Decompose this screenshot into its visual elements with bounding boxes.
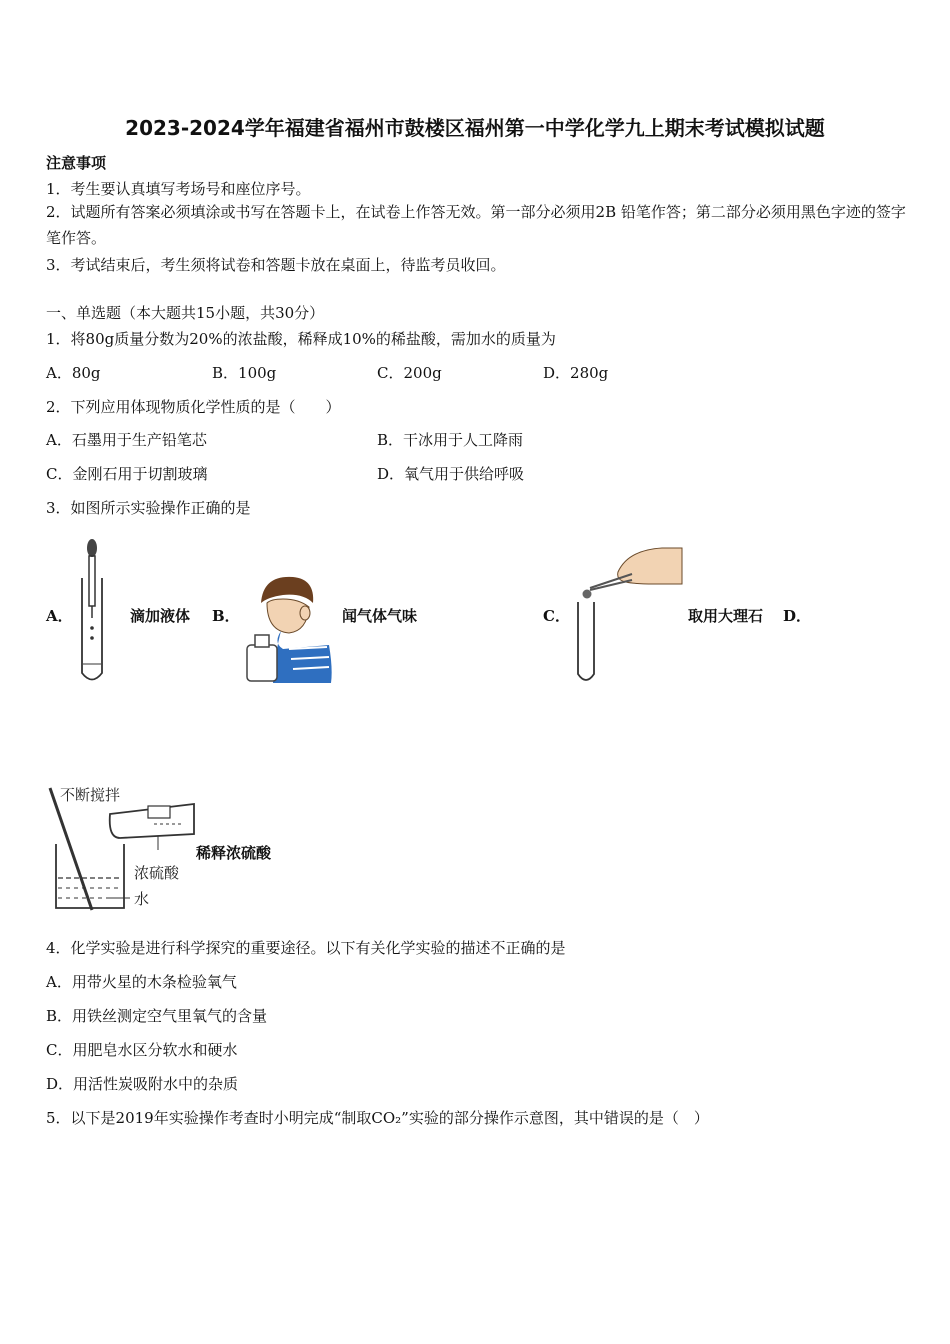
q3-label-c: C． (543, 607, 570, 625)
q4-option-c: C．用肥皂水区分软水和硬水 (46, 1041, 238, 1059)
q1-option-d: D．280g (543, 364, 609, 382)
q2-option-a: A．石墨用于生产铅笔芯 (46, 431, 207, 449)
notice-item-3: 3．考试结束后，考生须将试卷和答题卡放在桌面上，待监考员收回。 (46, 256, 506, 274)
q2-option-d: D．氧气用于供给呼吸 (377, 465, 525, 483)
notice-item-2: 2．试题所有答案必须填涂或书写在答题卡上，在试卷上作答无效。第一部分必须用2B 铅笔作答；第二部分必须用黑色字迹的签字笔作答。 (46, 203, 906, 247)
q3-caption-c: 取用大理石 (688, 607, 764, 625)
figure-label-stir: 不断搅拌 (60, 786, 121, 804)
section-heading: 一、单选题（本大题共15小题，共30分） (46, 304, 325, 322)
figure-label-acid: 浓硫酸 (134, 864, 180, 882)
q1-stem: 1．将80g质量分数为20%的浓盐酸，稀释成10%的稀盐酸，需加水的质量为 (46, 330, 556, 348)
q5-stem: 5．以下是2019年实验操作考查时小明完成“制取CO₂”实验的部分操作示意图，其中错误的是（ ） (46, 1109, 709, 1127)
q4-option-a: A．用带火星的木条检验氧气 (46, 973, 237, 991)
figure-label-water: 水 (134, 890, 150, 908)
q3-caption-d: 稀释浓硫酸 (196, 844, 272, 862)
smelling-gas-figure (243, 573, 335, 685)
q3-label-a: A． (46, 607, 73, 625)
q3-stem: 3．如图所示实验操作正确的是 (46, 499, 251, 517)
q3-caption-a: 滴加液体 (130, 607, 191, 625)
q2-option-c: C．金刚石用于切割玻璃 (46, 465, 208, 483)
q4-stem: 4．化学实验是进行科学探究的重要途径。以下有关化学实验的描述不正确的是 (46, 939, 566, 957)
page-title: 2023-2024学年福建省福州市鼓楼区福州第一中学化学九上期末考试模拟试题 (125, 116, 825, 140)
q4-option-b: B．用铁丝测定空气里氧气的含量 (46, 1007, 268, 1025)
q2-stem: 2．下列应用体现物质化学性质的是（ ） (46, 398, 341, 416)
q3-caption-b: 闻气体气味 (342, 607, 418, 625)
notice-heading: 注意事项 (46, 154, 107, 172)
q1-option-c: C．200g (377, 364, 442, 382)
q1-option-a: A．80g (46, 364, 101, 382)
q1-option-b: B．100g (212, 364, 277, 382)
q3-label-b: B． (212, 607, 240, 625)
dropper-test-tube-figure (72, 538, 112, 688)
q3-label-d: D． (783, 607, 812, 625)
marble-tweezers-figure (570, 544, 685, 684)
q4-option-d: D．用活性炭吸附水中的杂质 (46, 1075, 239, 1093)
q2-option-b: B．干冰用于人工降雨 (377, 431, 524, 449)
notice-item-1: 1．考生要认真填写考场号和座位序号。 (46, 180, 311, 198)
